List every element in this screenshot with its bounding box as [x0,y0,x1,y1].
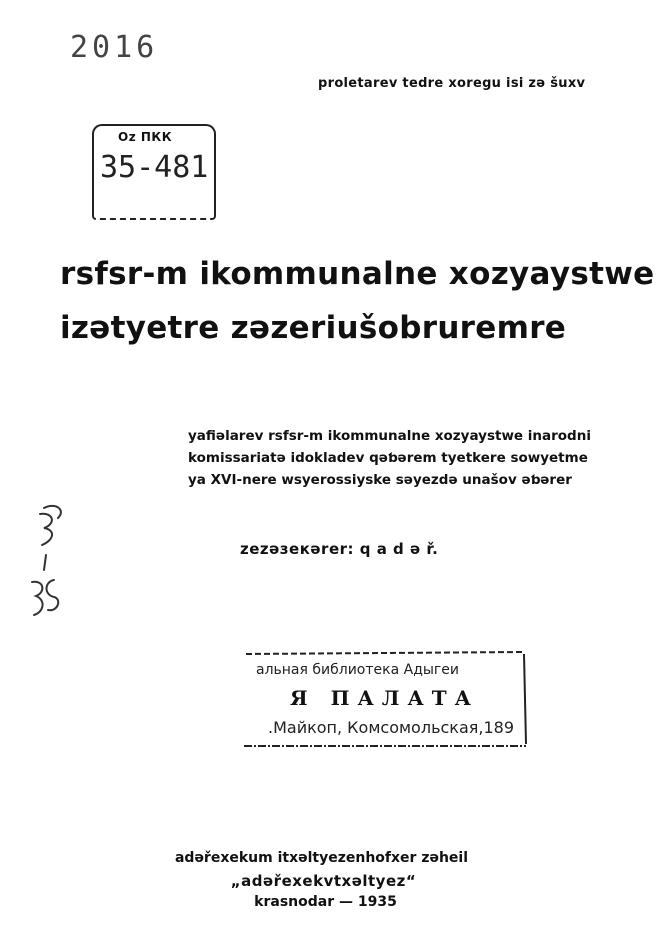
stamp-top-label: Oz ПКК [118,130,173,144]
library-stamp-line-2: Я ПАЛАТА [290,686,479,710]
publisher-line-1: adəřexekum itxəltyezenhofxer zəheil [174,850,469,866]
subtitle-line-2: komissariatə idokladev qəƅərem tyetkere sowyetme [188,450,588,466]
handwritten-number: 2016 [70,30,159,65]
library-stamp-line-1: альная библиотека Адыгеи [256,662,459,678]
publisher-line-3: krasnodar — 1935 [254,894,397,910]
subtitle-line-1: yafiəlarev rsfsr-m ikommunalne xozyaystwe inarodni [188,428,591,444]
motto: proletarev tedre xoregu isi zə šuxv [318,76,586,91]
translator-credit: zezəзeкərer: q a d ə ř. [240,540,439,558]
library-stamp-line-3: .Майкоп, Комсомольская,189 [268,718,515,737]
publisher-line-2: „adəřexekvtxəltyez“ [230,872,417,890]
stamp-top-number: 35-481 [100,150,209,185]
margin-handwriting [14,500,84,620]
subtitle-line-3: ya XVI-nere wsyerossiyske səyezdə unašov əƅərer [188,472,572,488]
title-line-2: izətyetre zəzeriušobrurеmre [60,310,567,346]
title-line-1: rsfsr-m ikommunalne xozyaystwe [60,256,655,292]
